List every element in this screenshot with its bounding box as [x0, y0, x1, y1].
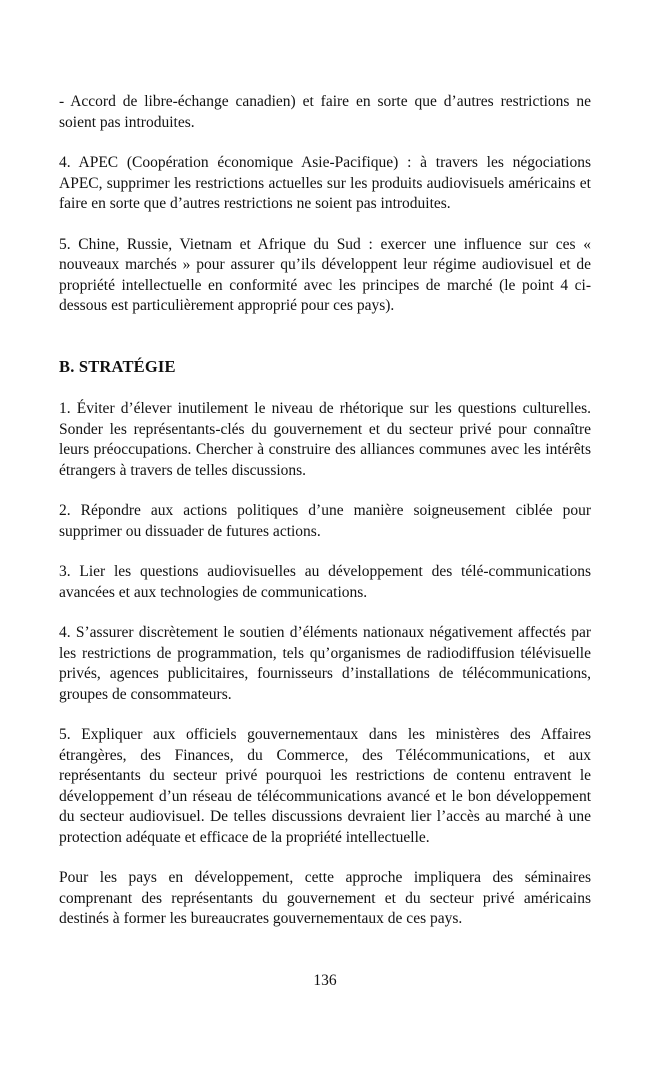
section-heading-strategy: B. STRATÉGIE: [59, 356, 176, 376]
paragraph-apec: 4. APEC (Coopération économique Asie-Pacifique) : à travers les négociations APEC, supprimer les restrictions actuelles sur les produits audiovisuels américains et faire en sorte que d’autres restrictions ne soient pas introduites.: [59, 154, 591, 212]
paragraph-new-markets: 5. Chine, Russie, Vietnam et Afrique du Sud : exercer une influence sur ces « nouveaux marchés » pour assurer qu’ils développent leur régime audiovisuel et de propriété intellectuelle en conformité avec les principes de marché (le point 4 ci-dessous est particulièrement approprié pour ces pays).: [59, 235, 591, 314]
paragraph-strategy-2: 2. Répondre aux actions politiques d’une manière soigneusement ciblée pour supprimer ou dissuader de futures actions.: [59, 502, 591, 540]
paragraph-developing-countries: Pour les pays en développement, cette approche impliquera des séminaires comprenant des représentants du gouvernement et du secteur privé américains destinés à former les bureaucrates gouvernementaux de ces pays.: [59, 869, 591, 927]
page-number: 136: [313, 972, 337, 989]
paragraph-strategy-1: 1. Éviter d’élever inutilement le niveau de rhétorique sur les questions culturelles. Sonder les représentants-clés du gouvernement et du secteur privé pour connaître leurs préoccupations. Chercher à construire des alliances communes avec les intérêts étrangers à travers de telles discussions.: [59, 400, 591, 479]
document-page: [59, 92, 591, 950]
paragraph-strategy-4: 4. S’assurer discrètement le soutien d’éléments nationaux négativement affectés par les restrictions de programmation, tels qu’organismes de radiodiffusion télévisuelle privés, agences publicitaires, fournisseurs d’installations de télécommunications, groupes de consommateurs.: [59, 624, 591, 703]
paragraph-intro-continuation: - Accord de libre-échange canadien) et faire en sorte que d’autres restrictions ne soient pas introduites.: [59, 93, 591, 131]
paragraph-strategy-3: 3. Lier les questions audiovisuelles au développement des télé-communications avancées et aux technologies de communications.: [59, 563, 591, 601]
paragraph-strategy-5: 5. Expliquer aux officiels gouvernementaux dans les ministères des Affaires étrangères, des Finances, du Commerce, des Télécommunications, et aux représentants du secteur privé pourquoi les restrictions de contenu entravent le développement d’un réseau de télécommunications avancé et le bon développement du secteur audiovisuel. De telles discussions devraient lier l’accès au marché à une protection adéquate et efficace de la propriété intellectuelle.: [59, 726, 591, 846]
